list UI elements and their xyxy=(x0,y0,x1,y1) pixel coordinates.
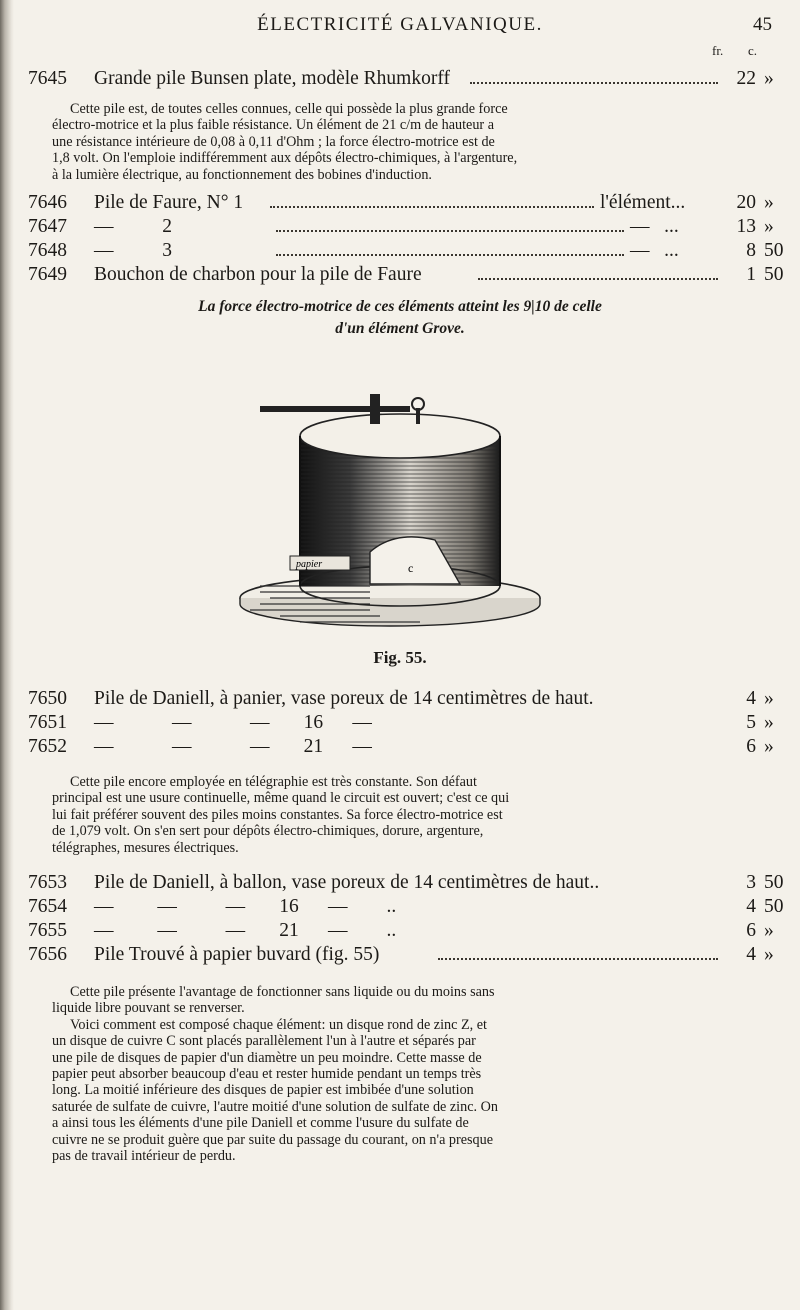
pile-trouve-engraving xyxy=(220,392,580,632)
entry-description: Pile de Daniell, à ballon, vase poreux de 14 centimètres de haut.. xyxy=(94,872,600,893)
entry-description: Grande pile Bunsen plate, modèle Rhumkorff xyxy=(94,68,450,89)
entry-code: 7646 xyxy=(28,192,67,213)
entry-description: Pile de Faure, N° 1 xyxy=(94,192,244,213)
entry-code: 7651 xyxy=(28,712,67,733)
entry-price-francs: 6 xyxy=(746,920,756,941)
entry-code: 7645 xyxy=(28,68,67,89)
entry-price-centimes: 50 xyxy=(764,896,784,917)
entry-price-francs: 8 xyxy=(746,240,756,261)
catalog-entry xyxy=(28,214,788,240)
entry-description: Pile de Daniell, à panier, vase poreux de 14 centimètres de haut. xyxy=(94,688,594,709)
catalog-entry xyxy=(28,870,788,896)
leader-dots xyxy=(276,254,624,256)
entry-code: 7654 xyxy=(28,896,67,917)
entry-price-centimes: » xyxy=(764,192,774,213)
figure-label-papier: papier xyxy=(296,559,323,570)
entry-price-francs: 6 xyxy=(746,736,756,757)
description-pile-trouve: Cette pile présente l'avantage de fonctionner sans liquide ou du moins sans liquide libre pouvant se renverser. Voici comment est composé chaque élément: un disque rond de zinc Z, et un disque de cuivre C sont placés parallèlement l'un à l'autre et séparés par une pile de disques de papier d'un diamètre un peu moindre. Cette masse de papier peut absorber beaucoup d'eau et rester humide pendant un temps très long. La moitié inférieure des disques de papier est imbibée d'une solution saturée de sulfate de cuivre, l'autre moitié d'une solution de sulfate de zinc. On a ainsi tous les éléments d'une pile Daniell et comme l'usure du sulfate de cuivre ne se produit guère que par suite du passage du courant, on n'a presque pas de travail intérieur de perdu. xyxy=(52,984,498,1165)
entry-code: 7652 xyxy=(28,736,67,757)
entry-price-centimes: 50 xyxy=(764,872,784,893)
entry-unit: — ... xyxy=(630,240,679,261)
entry-price-francs: 1 xyxy=(746,264,756,285)
note-faure: La force électro-motrice de ces éléments atteint les 9|10 de celle d'un élément Grove. xyxy=(198,298,602,337)
description-bunsen: Cette pile est, de toutes celles connues, celle qui possède la plus grande force électro-motrice et la plus faible résistance. Un élément de 21 c/m de hauteur a une résistance intérieure de 0,08 à 0,11 d'Ohm ; la force électro-motrice est de 1,8 volt. On l'emploie indifféremment aux dépôts électro-chimiques, à l'argenture, à la lumière électrique, au fonctionnement des bobines d'induction. xyxy=(52,101,518,183)
entry-price-francs: 4 xyxy=(746,944,756,965)
entry-code: 7649 xyxy=(28,264,67,285)
entry-description: — 3 xyxy=(94,240,172,261)
entry-code: 7653 xyxy=(28,872,67,893)
entry-description: — — — 21 — .. xyxy=(94,920,397,941)
entry-price-centimes: » xyxy=(764,736,774,757)
entry-price-francs: 5 xyxy=(746,712,756,733)
entry-description: — 2 xyxy=(94,216,172,237)
description-daniell-panier: Cette pile encore employée en télégraphie est très constante. Son défaut principal est une usure continuelle, même quand le circuit est ouvert; c'est ce qui lui fait préférer souvent des piles moins constantes. Sa force électro-motrice est de 1,079 volt. On s'en sert pour dépôts électro-chimiques, dorure, argenture, télégraphes, mesures électriques. xyxy=(52,774,510,856)
entry-price-centimes: 50 xyxy=(764,264,784,285)
entry-code: 7650 xyxy=(28,688,67,709)
entry-price-centimes: » xyxy=(764,712,774,733)
entry-unit: — ... xyxy=(630,216,679,237)
catalog-entry xyxy=(28,710,788,736)
entry-code: 7647 xyxy=(28,216,67,237)
entry-price-centimes: » xyxy=(764,216,774,237)
entry-description: — — — 16 — .. xyxy=(94,896,397,917)
catalog-entry xyxy=(28,262,788,288)
leader-dots xyxy=(470,82,718,84)
catalog-entry xyxy=(28,734,788,760)
entry-price-francs: 3 xyxy=(746,872,756,893)
catalog-entry xyxy=(28,942,788,968)
catalog-entry xyxy=(28,894,788,920)
leader-dots xyxy=(270,206,594,208)
figure-pile-trouve xyxy=(220,392,580,637)
column-head-francs: fr. xyxy=(712,43,724,58)
entry-price-centimes: » xyxy=(764,68,774,89)
entry-price-centimes: » xyxy=(764,688,774,709)
column-head-centimes: c. xyxy=(748,43,758,58)
catalog-entry xyxy=(28,918,788,944)
entry-code: 7648 xyxy=(28,240,67,261)
catalog-entry xyxy=(28,190,788,216)
entry-price-francs: 13 xyxy=(736,216,756,237)
entry-price-francs: 22 xyxy=(736,68,756,89)
entry-description: Pile Trouvé à papier buvard (fig. 55) xyxy=(94,944,380,965)
catalog-entry xyxy=(28,238,788,264)
entry-description: — — — 16 — xyxy=(94,712,372,733)
entry-code: 7656 xyxy=(28,944,67,965)
entry-price-centimes: » xyxy=(764,944,774,965)
running-header-title: ÉLECTRICITÉ GALVANIQUE. xyxy=(257,14,543,35)
entry-unit: l'élément... xyxy=(600,192,686,213)
entry-price-francs: 4 xyxy=(746,688,756,709)
entry-code: 7655 xyxy=(28,920,67,941)
page-number: 45 xyxy=(753,14,772,35)
leader-dots xyxy=(276,230,624,232)
leader-dots xyxy=(438,958,718,960)
catalog-entry xyxy=(28,66,788,92)
entry-description: Bouchon de charbon pour la pile de Faure xyxy=(94,264,422,285)
figure-caption: Fig. 55. xyxy=(373,648,427,667)
leader-dots xyxy=(478,278,718,280)
entry-price-francs: 4 xyxy=(746,896,756,917)
entry-price-francs: 20 xyxy=(736,192,756,213)
entry-description: — — — 21 — xyxy=(94,736,372,757)
catalog-entry xyxy=(28,686,788,712)
figure-label-c: c xyxy=(408,561,414,575)
entry-price-centimes: 50 xyxy=(764,240,784,261)
entry-price-centimes: » xyxy=(764,920,774,941)
